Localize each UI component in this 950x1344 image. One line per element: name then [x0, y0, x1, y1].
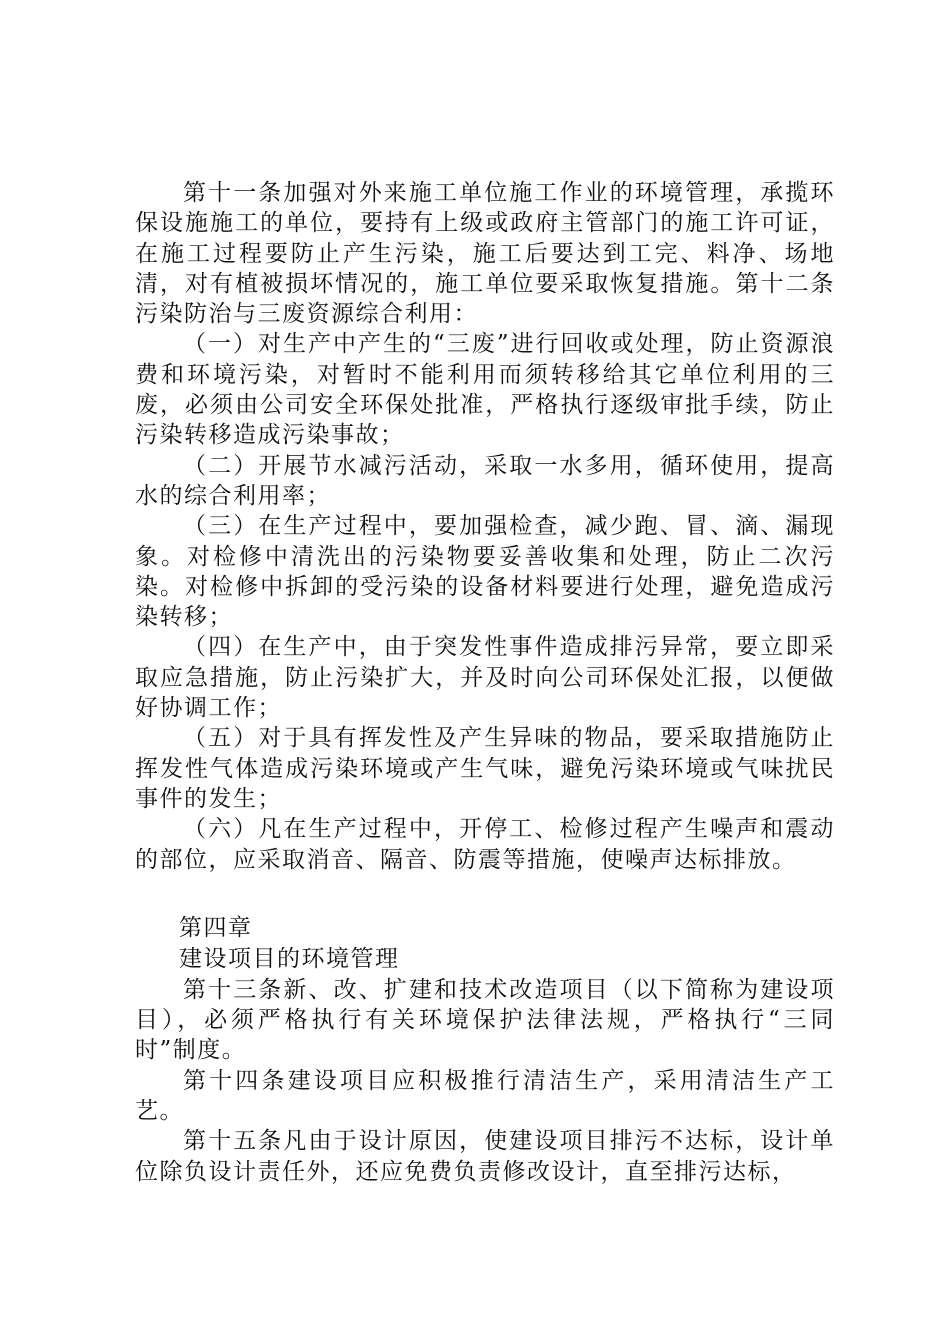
section-spacer	[135, 875, 835, 913]
paragraph-item-6: （六）凡在生产过程中，开停工、检修过程产生噪声和震动的部位，应采取消音、隔音、防震等措施，使噪声达标排放。	[135, 816, 835, 873]
paragraph-item-4: （四）在生产中，由于突发性事件造成排污异常，要立即采取应急措施，防止污染扩大，并及时向公司环保处汇报，以便做好协调工作；	[135, 634, 835, 722]
chapter-label: 第四章	[179, 914, 253, 941]
paragraph-article-15: 第十五条凡由于设计原因，使建设项目排污不达标，设计单位除负设计责任外，还应免费负责修改设计，直至排污达标，	[135, 1128, 835, 1185]
paragraph-article-13: 第十三条新、改、扩建和技术改造项目（以下简称为建设项目），必须严格执行有关环境保护法律法规，严格执行“三同时”制度。	[135, 976, 835, 1064]
chapter-title: 建设项目的环境管理	[179, 945, 400, 972]
paragraph-item-2: （二）开展节水减污活动，采取一水多用，循环使用，提高水的综合利用率；	[135, 452, 835, 509]
document-body	[135, 178, 835, 1187]
paragraph-item-5: （五）对于具有挥发性及产生异味的物品，要采取措施防止挥发性气体造成污染环境或产生气味，避免污染环境或气味扰民事件的发生；	[135, 725, 835, 812]
paragraph-item-1: （一）对生产中产生的“三废”进行回收或处理，防止资源浪费和环境污染，对暂时不能利用而须转移给其它单位利用的三废，必须由公司安全环保处批准，严格执行逐级审批手续，防止污染转移造成污染事故；	[135, 331, 835, 449]
paragraph-article-14: 第十四条建设项目应积极推行清洁生产，采用清洁生产工艺。	[135, 1067, 835, 1125]
paragraph-article-11-12: 第十一条加强对外来施工单位施工作业的环境管理，承揽环保设施施工的单位，要持有上级或政府主管部门的施工许可证，在施工过程要防止产生污染，施工后要达到工完、料净、场地清，对有植被损坏情况的，施工单位要采取恢复措施。第十二条污染防治与三废资源综合利用：	[135, 180, 835, 328]
paragraph-item-3: （三）在生产过程中，要加强检查，减少跑、冒、滴、漏现象。对检修中清洗出的污染物要妥善收集和处理，防止二次污染。对检修中拆卸的受污染的设备材料要进行处理，避免造成污染转移；	[135, 513, 835, 631]
